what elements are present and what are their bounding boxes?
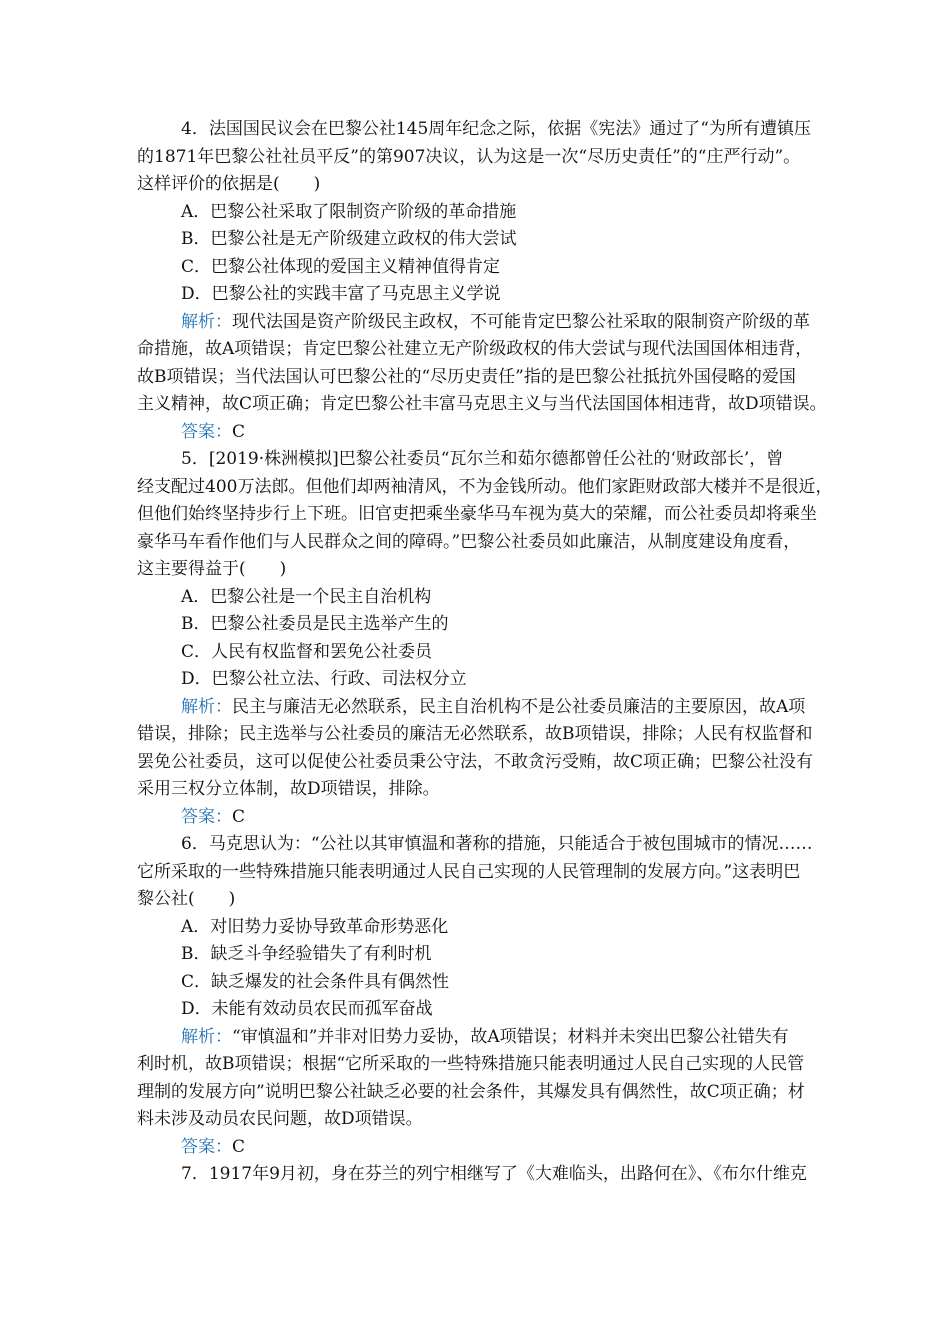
question-5-analysis-line-2: 错误，排除；民主选举与公社委员的廉洁无必然联系，故B项错误，排除；人民有权监督和 (137, 724, 813, 744)
question-6 (137, 831, 833, 1161)
question-5-analysis-line-1 (137, 694, 833, 722)
question-5-analysis-line-4: 采用三权分立体制，故D项错误，排除。 (137, 779, 440, 799)
question-6-stem-line-2: 它所采取的一些特殊措施只能表明通过人民自己实现的人民管理制的发展方向。”这表明巴 (137, 861, 801, 882)
question-6-option-a: A．对旧势力妥协导致革命形势恶化 (181, 916, 449, 937)
answer-value: C (232, 1136, 246, 1157)
question-6-option-c: C．缺乏爆发的社会条件具有偶然性 (181, 971, 450, 992)
question-4-analysis-line-4: 主义精神，故C项正确；肯定巴黎公社丰富马克思主义与当代法国国体相违背，故D项错误。 (137, 394, 827, 414)
question-5-option-b: B．巴黎公社委员是民主选举产生的 (181, 614, 449, 634)
answer-label: 答案： (181, 806, 232, 827)
question-5-answer (137, 804, 833, 832)
question-5-stem-line-3: 但他们始终坚持步行上下班。旧官吏把乘坐豪华马车视为莫大的荣耀，而公社委员却将乘坐 (137, 504, 817, 524)
document-page (137, 116, 833, 1189)
question-6-answer (137, 1134, 833, 1162)
question-5-option-c: C．人民有权监督和罢免公社委员 (181, 641, 433, 662)
question-4 (137, 116, 833, 446)
analysis-text: 现代法国是资产阶级民主政权，不可能肯定巴黎公社采取的限制资产阶级的革 (232, 311, 810, 332)
question-6-stem-line-3: 黎公社( ) (137, 889, 236, 909)
question-5-stem-line-5: 这主要得益于( ) (137, 559, 287, 579)
question-6-option-d: D．未能有效动员农民而孤军奋战 (181, 999, 433, 1019)
question-5 (137, 446, 833, 831)
answer-label: 答案： (181, 421, 232, 442)
question-5-option-d: D．巴黎公社立法、行政、司法权分立 (181, 669, 467, 689)
question-4-stem-line-3: 这样评价的依据是( ) (137, 174, 321, 194)
analysis-text: “审慎温和”并非对旧势力妥协，故A项错误；材料并未突出巴黎公社错失有 (232, 1026, 789, 1047)
answer-value: C (232, 421, 246, 442)
question-5-stem-line-4: 豪华马车看作他们与人民群众之间的障碍。”巴黎公社委员如此廉洁，从制度建设角度看， (137, 531, 801, 552)
question-4-stem-line-1: 4．法国国民议会在巴黎公社145周年纪念之际，依据《宪法》通过了“为所有遭镇压 (181, 119, 811, 139)
analysis-label: 解析： (181, 1026, 232, 1047)
question-4-option-d: D．巴黎公社的实践丰富了马克思主义学说 (181, 284, 501, 304)
question-6-analysis-line-2: 利时机，故B项错误；根据“它所采取的一些特殊措施只能表明通过人民自己实现的人民管 (137, 1054, 805, 1074)
question-6-option-b: B．缺乏斗争经验错失了有利时机 (181, 944, 432, 964)
answer-label: 答案： (181, 1136, 232, 1157)
question-6-analysis-line-1 (137, 1024, 833, 1052)
analysis-label: 解析： (181, 311, 232, 332)
question-4-analysis-line-1 (137, 309, 833, 337)
question-4-option-b: B．巴黎公社是无产阶级建立政权的伟大尝试 (181, 229, 517, 249)
analysis-text: 民主与廉洁无必然联系，民主自治机构不是公社委员廉洁的主要原因，故A项 (232, 696, 806, 717)
question-4-answer (137, 419, 833, 447)
question-4-analysis-line-3: 故B项错误；当代法国认可巴黎公社的“尽历史责任”指的是巴黎公社抵抗外国侵略的爱国 (137, 366, 796, 387)
question-4-option-c: C．巴黎公社体现的爱国主义精神值得肯定 (181, 256, 501, 277)
answer-value: C (232, 806, 246, 827)
question-4-option-a: A．巴黎公社采取了限制资产阶级的革命措施 (181, 201, 517, 222)
question-4-analysis-line-2: 命措施，故A项错误；肯定巴黎公社建立无产阶级政权的伟大尝试与现代法国国体相违背， (137, 339, 813, 359)
question-6-analysis-line-4: 料未涉及动员农民问题，故D项错误。 (137, 1109, 423, 1129)
question-6-analysis-line-3: 理制的发展方向”说明巴黎公社缺乏必要的社会条件，其爆发具有偶然性，故C项正确；材 (137, 1081, 805, 1102)
analysis-label: 解析： (181, 696, 232, 717)
question-6-stem-line-1: 6．马克思认为：“公社以其审慎温和著称的措施，只能适合于被包围城市的情况…… (181, 834, 813, 854)
question-7-stem-line-1: 7．1917年9月初，身在芬兰的列宁相继写了《大难临头，出路何在》、《布尔什维克 (181, 1164, 807, 1184)
question-5-analysis-line-3: 罢免公社委员，这可以促使公社委员秉公守法，不敢贪污受贿，故C项正确；巴黎公社没有 (137, 751, 814, 772)
question-5-stem-line-1: 5．[2019·株洲模拟]巴黎公社委员“瓦尔兰和茹尔德都曾任公社的‘财政部长’，曾 (181, 449, 784, 469)
question-5-option-a: A．巴黎公社是一个民主自治机构 (181, 586, 432, 607)
question-4-stem-line-2: 的1871年巴黎公社社员平反”的第907决议，认为这是一次“尽历史责任”的“庄严行动”。 (137, 146, 801, 167)
question-5-stem-line-2: 经支配过400万法郎。但他们却两袖清风，不为金钱所动。他们家距财政部大楼并不是很近， (137, 476, 833, 497)
question-7 (137, 1161, 833, 1189)
